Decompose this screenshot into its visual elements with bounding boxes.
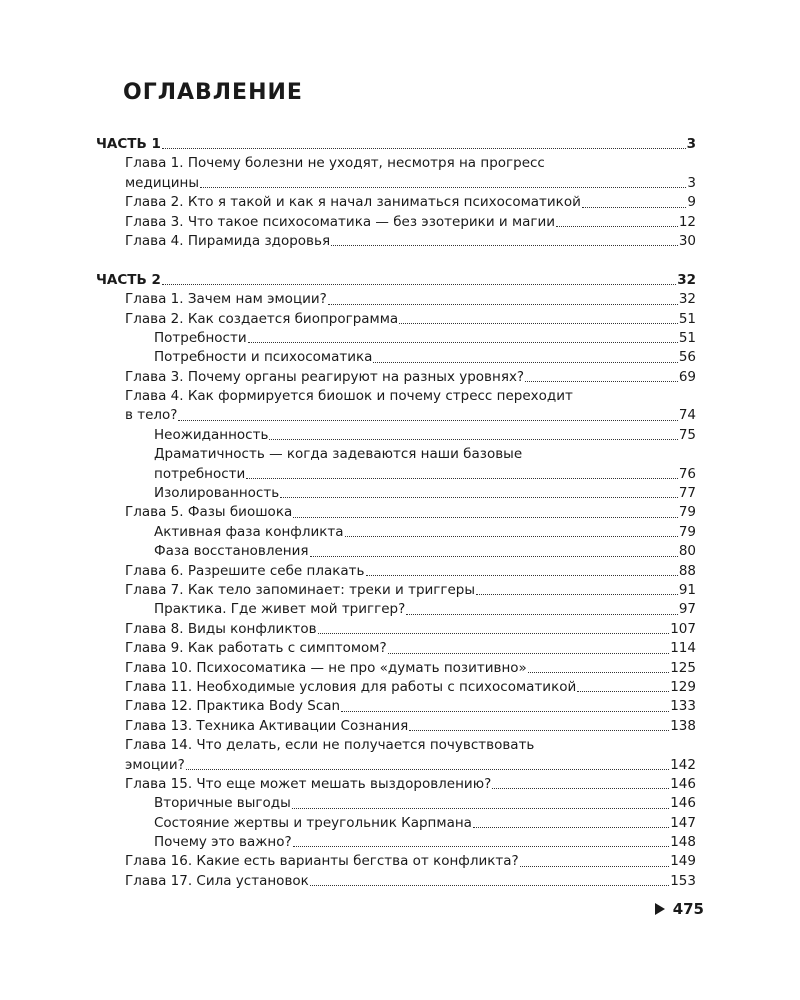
toc-entry[interactable] [96,465,696,484]
toc-entry-page: 79 [678,523,696,540]
toc-entry[interactable] [96,484,696,503]
toc-entry[interactable] [96,717,696,736]
toc-entry[interactable] [96,814,696,833]
toc-entry-page: 146 [670,795,696,812]
toc-entry-label: медицины [125,174,200,191]
toc-entry-page: 129 [670,678,696,695]
toc-entry-page: 125 [670,659,696,676]
dot-leader [162,148,686,149]
toc-entry-page: 30 [678,232,696,249]
toc-entry-label: Практика. Где живет мой триггер? [154,601,406,618]
toc-entry[interactable] [96,329,696,348]
toc-entry[interactable] [96,503,696,522]
toc-entry[interactable] [96,348,696,367]
dot-leader [473,827,669,828]
dot-leader [366,575,678,576]
dot-leader [373,362,677,363]
toc-entry-label: Глава 10. Психосоматика — не про «думать позитивно» [125,659,527,676]
toc-entry[interactable] [96,232,696,251]
toc-entry-page: 142 [670,756,696,773]
toc-entry-label: Глава 16. Какие есть варианты бегства от конфликта? [125,853,519,870]
toc-entry-label: Активная фаза конфликта [154,523,344,540]
toc-part[interactable] [96,135,696,154]
toc-entry-page: 69 [678,368,696,385]
dot-leader [406,614,678,615]
toc-entry[interactable] [96,406,696,425]
toc-entry-page: 56 [678,349,696,366]
dot-leader [525,381,678,382]
toc-entry-label: Изолированность [154,485,280,502]
page-title: ОГЛАВЛЕНИЕ [123,80,303,105]
toc-entry[interactable] [96,310,696,329]
toc-entry[interactable] [96,562,696,581]
toc-entry-label: Глава 15. Что еще может мешать выздоровлению? [125,775,492,792]
toc-entry-label: Потребности [154,329,247,346]
dot-leader [528,672,669,673]
toc-entry[interactable] [96,697,696,716]
toc-entry-label: в тело? [125,407,178,424]
toc-entry-page: 75 [678,426,696,443]
toc-entry-label: Глава 8. Виды конфликтов [125,620,317,637]
toc-entry-label: потребности [154,465,246,482]
dot-leader [345,536,678,537]
toc-entry-page: 74 [678,407,696,424]
toc-entry-label: Потребности и психосоматика [154,349,373,366]
toc-entry[interactable] [96,794,696,813]
toc-entry-label: Глава 3. Что такое психосоматика — без эзотерики и магии [125,213,556,230]
dot-leader [186,769,669,770]
toc-entry-label: Глава 1. Зачем нам эмоции? [125,291,327,308]
dot-leader [200,187,686,188]
toc-entry-label: Глава 2. Кто я такой и как я начал заниматься психосоматикой [125,194,581,211]
dot-leader [293,846,670,847]
dot-leader [280,497,678,498]
toc-entry-page: 3 [687,174,696,191]
toc-entry[interactable] [96,852,696,871]
toc-entry-label: Вторичные выгоды [154,795,291,812]
toc-entry-page: 153 [670,872,696,889]
page-number: 475 [672,900,704,918]
toc-entry[interactable] [96,523,696,542]
toc-entry[interactable] [96,174,696,193]
toc-entry-label: Глава 2. Как создается биопрограмма [125,310,399,327]
toc-entry-page: 133 [670,698,696,715]
toc-entry-label: Глава 3. Почему органы реагируют на разных уровнях? [125,368,525,385]
toc-entry[interactable] [96,620,696,639]
toc-part[interactable] [96,271,696,290]
dot-leader [248,342,678,343]
page-footer [655,900,704,918]
toc-entry-label: Фаза восстановления [154,543,309,560]
toc-entry-page: 51 [678,310,696,327]
toc-entry[interactable] [96,756,696,775]
toc-entry[interactable] [96,659,696,678]
dot-leader [293,517,678,518]
dot-leader [582,207,687,208]
toc-entry-page: 77 [678,485,696,502]
dot-leader [162,284,676,285]
dot-leader [269,439,677,440]
toc-entry[interactable] [96,600,696,619]
toc-entry-label: ЧАСТЬ 2 [96,271,161,288]
toc-entry-line: Глава 14. Что делать, если не получается почувствовать [125,737,535,754]
toc-entry-label: эмоции? [125,756,185,773]
dot-leader [178,420,677,421]
toc-entry-line: Глава 4. Как формируется биошок и почему стресс переходит [125,388,573,405]
toc-entry-page: 51 [678,329,696,346]
toc-entry-page: 32 [678,291,696,308]
toc-entry-page: 146 [670,775,696,792]
toc-entry-page: 9 [687,194,696,211]
toc-entry-label: Почему это важно? [154,834,292,851]
dot-leader [292,808,669,809]
toc-entry-label: Глава 12. Практика Body Scan [125,698,341,715]
toc-entry-label: ЧАСТЬ 1 [96,136,161,152]
toc-entry-page: 149 [670,853,696,870]
toc-entry[interactable] [96,833,696,852]
toc-entry[interactable] [96,872,696,891]
dot-leader [399,323,678,324]
toc-entry-label: Состояние жертвы и треугольник Карпмана [154,814,472,831]
toc-entry-page: 80 [678,543,696,560]
toc-entry-label: Глава 7. Как тело запоминает: треки и триггеры [125,581,476,598]
dot-leader [328,304,678,305]
toc-entry[interactable] [96,581,696,600]
toc-entry-label: Неожиданность [154,426,269,443]
toc-entry[interactable] [96,678,696,697]
toc-entry[interactable] [96,426,696,445]
dot-leader [577,691,669,692]
toc-entry-page: 147 [670,814,696,831]
toc-entry-label: Глава 4. Пирамида здоровья [125,232,331,249]
toc-entry-page: 91 [678,581,696,598]
dot-leader [520,866,670,867]
toc-entry-page: 97 [678,601,696,618]
toc-entry[interactable] [96,290,696,309]
toc-entry-label: Глава 9. Как работать с симптомом? [125,640,387,657]
toc-entry-page: 107 [670,620,696,637]
toc-entry-page: 148 [670,834,696,851]
table-of-contents [96,135,696,891]
dot-leader [310,885,669,886]
toc-entry-line: Драматичность — когда задеваются наши базовые [154,446,523,463]
toc-entry[interactable] [96,213,696,232]
dot-leader [341,711,669,712]
toc-entry-page: 138 [670,717,696,734]
dot-leader [409,730,669,731]
toc-entry-label: Глава 6. Разрешите себе плакать [125,562,365,579]
toc-entry[interactable] [96,193,696,212]
toc-entry[interactable] [96,775,696,794]
toc-entry[interactable] [96,542,696,561]
toc-entry[interactable] [96,368,696,387]
dot-leader [318,633,670,634]
toc-entry-page: 76 [678,465,696,482]
dot-leader [246,478,678,479]
toc-entry-page: 88 [678,562,696,579]
toc-entry-line: Глава 1. Почему болезни не уходят, несмотря на прогресс [125,155,545,172]
toc-entry-page: 3 [686,136,696,152]
toc-entry[interactable] [96,639,696,658]
toc-entry-page: 32 [677,271,696,288]
dot-leader [331,245,678,246]
dot-leader [388,653,670,654]
dot-leader [476,594,678,595]
toc-entry-page: 12 [678,213,696,230]
toc-entry-page: 114 [670,640,696,657]
toc-entry-label: Глава 17. Сила установок [125,872,309,889]
toc-entry-label: Глава 5. Фазы биошока [125,504,293,521]
dot-leader [556,226,678,227]
dot-leader [492,788,669,789]
triangle-right-icon [655,903,665,915]
toc-entry-label: Глава 13. Техника Активации Сознания [125,717,409,734]
toc-entry-label: Глава 11. Необходимые условия для работы с психосоматикой [125,678,577,695]
dot-leader [310,556,678,557]
toc-entry-page: 79 [678,504,696,521]
